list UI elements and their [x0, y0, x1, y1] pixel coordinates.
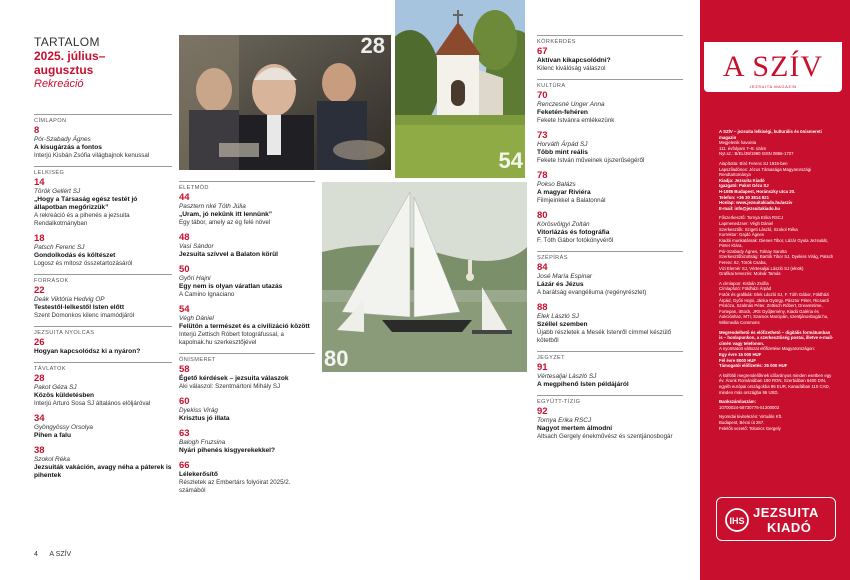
- toc-author: José María Espinar: [537, 273, 593, 280]
- toc-page-number: 50: [179, 264, 190, 275]
- toc-title: Hogyan kapcsolódsz ki a nyáron?: [34, 348, 141, 355]
- toc-column-3: [537, 35, 683, 447]
- toc-title: „Uram, jó nekünk itt lennünk”: [179, 211, 273, 218]
- toc-entry: [179, 461, 315, 495]
- imprint-line: 111. évfolyam 7–8. szám: [719, 145, 767, 151]
- toc-title: Lázár és Jézus: [537, 281, 584, 288]
- toc-entry: [179, 429, 315, 455]
- toc-author: Deák Viktória Hedvig OP: [34, 296, 105, 303]
- toc-title: Jezsuiták vakáción, avagy néha a páterek is pihentek: [34, 464, 172, 479]
- imprint-line: Vizi Elemér SJ, Vértesaljai László SJ (elnök): [719, 265, 804, 271]
- toc-category: FORRÁSOK: [34, 278, 69, 284]
- imprint-line: A SZÍV – jezsuita lelkiségi, kulturális és önismereti magazin: [719, 129, 822, 140]
- toc-title: Lélekerősítő: [179, 471, 218, 478]
- toc-page-number: 8: [34, 125, 40, 136]
- toc-page-number: 44: [179, 192, 190, 203]
- publisher-logo-line1: JEZSUITA: [753, 505, 819, 520]
- imprint-line: Felelős vezető: Tolonics Gergely: [719, 425, 781, 431]
- toc-title: Több mint reális: [537, 149, 588, 156]
- masthead-subtitle: JEZSUITA MAGAZIN: [749, 84, 797, 89]
- toc-page-number: 48: [179, 232, 190, 243]
- toc-entry: [179, 353, 315, 391]
- toc-entry: [34, 274, 172, 320]
- toc-category: KÖRKÉRDÉS: [537, 39, 576, 45]
- toc-page-number: 14: [34, 177, 45, 188]
- imprint-line: Kiadja: Jezsuita Kiadó: [719, 177, 765, 183]
- toc-entry: [34, 414, 172, 440]
- imprint-line: Korrektor: Gajdó Ágnes: [719, 232, 764, 238]
- toc-title: Pihen a falu: [34, 432, 72, 439]
- toc-title: Széllel szemben: [537, 321, 588, 328]
- toc-author: Végh Dániel: [179, 315, 214, 322]
- imprint-line: E-mail: info@jezsuitakiado.hu: [719, 205, 781, 211]
- toc-entry: [34, 234, 172, 268]
- toc-category: ÖNISMERET: [179, 357, 216, 363]
- toc-title: „Hogy a Társaság egész testét jó állapotban megőrizzük”: [34, 196, 138, 211]
- imprint-line: Kiadói munkatársak: Dienes Tibor, Lázár Gyula Jezsuitát, Pinter Klára,: [719, 237, 828, 249]
- photo-sailing: [322, 182, 527, 372]
- photo-page-number-80: 80: [324, 346, 349, 371]
- toc-author: Tornya Erika RSCJ: [537, 417, 592, 424]
- toc-description: Újabb részletek a Mesék Istenről címmel készülő kötetből: [537, 329, 672, 344]
- toc-description: A barátság evangéliuma (regényrészlet): [537, 289, 647, 296]
- toc-title: Vitorlázás és fotográfia: [537, 229, 610, 236]
- toc-author: Vértesaljai László SJ: [537, 373, 597, 380]
- photo-chapel: [395, 0, 525, 178]
- imprint-line: A címlapon: Kisbán Zsófia: [719, 280, 769, 286]
- imprint-line: Megrendelhető és előfizethető – digitális formátumban is – honlapunkon, a szerkesztőség postai, illetve e-mail-címén vagy telefonon.: [719, 329, 834, 346]
- toc-entry: [34, 446, 172, 480]
- toc-entry: [179, 305, 315, 347]
- toc-title: Egy nem is olyan váratlan utazás: [179, 283, 283, 290]
- toc-page-number: 70: [537, 90, 548, 101]
- masthead: [704, 42, 842, 92]
- imprint-line: Alapította: Bíró Ferenc SJ 1915-ben: [719, 160, 788, 166]
- imprint-line: Telefon: +36 30 3814 821: [719, 194, 769, 200]
- imprint-line: Megjelenik havonta: [719, 140, 757, 146]
- toc-title: Égető kérdések – jezsuita válaszok: [179, 375, 289, 382]
- toc-title: Felütön a természet és a civilizáció között: [179, 323, 310, 330]
- toc-page-number: 54: [179, 304, 190, 315]
- toc-category: JEGYZET: [537, 355, 565, 361]
- toc-description: F. Tóth Gábor fotókönyvéről: [537, 237, 614, 244]
- toc-page-number: 88: [537, 302, 548, 313]
- toc-page-number: 18: [34, 233, 45, 244]
- toc-description: Fekete Istvánra emlékezünk: [537, 117, 615, 124]
- toc-title: Jezsuita szívvel a Balaton körül: [179, 251, 278, 258]
- photo-page-number-54: 54: [498, 148, 523, 173]
- toc-page-number: 66: [179, 460, 190, 471]
- publisher-logo-line2: KIADÓ: [767, 520, 812, 535]
- toc-entry: [537, 303, 683, 345]
- toc-entry: [537, 395, 683, 441]
- toc-author: Renczesné Unger Anna: [537, 101, 605, 108]
- imprint-line: Támogatói előfizetés: 25 000 HUF: [719, 363, 788, 369]
- toc-page-number: 84: [537, 262, 548, 273]
- photo-page-number-28: 28: [360, 35, 385, 58]
- toc-author: Elek László SJ: [537, 313, 579, 320]
- toc-entry: [537, 211, 683, 245]
- publisher-logo-icon: [723, 506, 751, 534]
- toc-author: Szokol Réka: [34, 456, 70, 463]
- toc-title: A megpihenő Isten példájáról: [537, 381, 629, 388]
- toc-category: SZÉPÍRÁS: [537, 255, 568, 261]
- toc-category: CÍMLAPON: [34, 118, 67, 124]
- toc-author: Patsch Ferenc SJ: [34, 244, 85, 251]
- toc-entry: [34, 326, 172, 356]
- toc-author: Török Gellért SJ: [34, 188, 81, 195]
- toc-author: Balogh Fruzsina: [179, 439, 226, 446]
- toc-page-number: 60: [179, 396, 190, 407]
- toc-author: Pasztern nké Tóth Júlia: [179, 203, 246, 210]
- toc-author: Győri Hajni: [179, 275, 211, 282]
- toc-title: Nagyot mertem álmodni: [537, 425, 613, 432]
- issue-theme: Rekreáció: [34, 78, 84, 90]
- svg-text:IHS: IHS: [729, 516, 745, 526]
- toc-description: Filmjeinkkel a Balatonnál: [537, 197, 606, 204]
- toc-author: Pokso Balázs: [537, 181, 576, 188]
- toc-page-number: 63: [179, 428, 190, 439]
- toc-author: Pór-Szabady Ágnes: [34, 136, 91, 143]
- toc-column-2: [179, 181, 315, 501]
- imprint-line: Egy évre 15 000 HUF: [719, 351, 762, 357]
- toc-page-number: 38: [34, 445, 45, 456]
- toc-category: LELKISÉG: [34, 170, 65, 176]
- imprint-text: [719, 129, 834, 431]
- imprint-line: A nyomtatott változat előfizetése Magyarországon:: [719, 346, 816, 352]
- publisher-logo: [716, 497, 836, 541]
- toc-description: A rekreáció és a pihenés a jezsuita Rendalkotmányban: [34, 212, 130, 227]
- toc-author: Dyekiss Virág: [179, 407, 218, 414]
- toc-page-number: 78: [537, 170, 548, 181]
- toc-entry: [537, 171, 683, 205]
- toc-title: Nyári pihenés kisgyerekekkel?: [179, 447, 276, 454]
- toc-description: Interjú Kisbán Zsófia világbajnok kenussal: [34, 152, 150, 159]
- toc-author: Vasi Sándor: [179, 243, 214, 250]
- imprint-line: Grafikai tervezés: Molnár Tamás: [719, 271, 781, 277]
- imprint-line: 10700024-68730776-51200002: [719, 404, 780, 410]
- toc-description: Interjú Arturo Sosa SJ általános elöljáróval: [34, 400, 151, 407]
- toc-description: Részletek az Embertárs folyóirat 2025/2. számából: [179, 479, 291, 494]
- toc-title: A kisugárzás a fontos: [34, 144, 102, 151]
- toc-entry: [179, 265, 315, 299]
- toc-entry: [34, 114, 172, 160]
- imprint-line: Budapest, Bécsi út 267.: [719, 419, 765, 425]
- toc-title: Gondolkodás és költészet: [34, 252, 116, 259]
- toc-title: Közös küldetésben: [34, 392, 95, 399]
- toc-description: Szent Domonkos kilenc imamódjáról: [34, 312, 135, 319]
- imprint-line: Igazgató: Pakot Géza SJ: [719, 183, 769, 189]
- imprint-line: Nyomdai kivitelezés: Virtuális Kft.: [719, 414, 783, 420]
- imprint-line: Címlapfotó: Földházi Árpád: [719, 286, 772, 292]
- masthead-title: A SZÍV: [722, 50, 824, 83]
- imprint-line: H-1085 Budapest, Horánszky utca 20.: [719, 188, 796, 194]
- imprint-line: Bankszámlaszám:: [719, 399, 757, 405]
- toc-title: Feketén-fehéren: [537, 109, 588, 116]
- toc-column-1: [34, 114, 172, 486]
- toc-category: ÉLETMÓD: [179, 185, 209, 191]
- page-footer: [34, 551, 71, 558]
- toc-header: [34, 35, 174, 91]
- toc-page-number: 58: [179, 364, 190, 375]
- toc-title: Krisztus jó illata: [179, 415, 230, 422]
- toc-entry: [537, 131, 683, 165]
- imprint-line: Pór-Szabady Ágnes, Tolnay Sarolta: [719, 248, 787, 254]
- imprint-line: Nyt.sz.: B/EL/39/1990 ISSN 0866-1707: [719, 151, 794, 157]
- toc-entry: [34, 166, 172, 228]
- toc-title: Aktívan kikapcsolódni?: [537, 57, 611, 64]
- toc-entry: [179, 233, 315, 259]
- toc-entry: [537, 79, 683, 125]
- photo-interview: [179, 35, 391, 170]
- toc-description: Logosz és mítosz összetartozásáról: [34, 260, 133, 267]
- toc-title: A magyar Riviéra: [537, 189, 591, 196]
- toc-description: Egy tábor, amely az ég felé növel: [179, 219, 271, 226]
- toc-entry: [537, 35, 683, 73]
- footer-magazine-name: A SZÍV: [49, 551, 72, 558]
- toc-page-number: 34: [34, 413, 45, 424]
- toc-entry: [179, 181, 315, 227]
- toc-category: EGYÜTT-TÍZIG: [537, 399, 581, 405]
- imprint-line: Lapszíladónos: Jézus Társasága Magyarországi Rendtartománya: [719, 166, 812, 178]
- toc-description: Fekete István műveinek újszerűségéről: [537, 157, 645, 164]
- toc-page-number: 22: [34, 285, 45, 296]
- imprint-line: A külföldi megrendelőknek időarányos minden esetben egy év. Árunk Romániában 190 RON, Szerbiában 6400 DIN, egyéb európai országokba 86 EUR, Kanadában 110 CAD, minden más országba 95 USD.: [719, 372, 832, 395]
- toc-category: TÁVLATOK: [34, 366, 66, 372]
- imprint-line: Szerkesztőbizottság: Bartók Tibor SJ, Dyekiss Virág, Patsch Ferenc SJ, Török Csaba,: [719, 254, 834, 266]
- toc-author: Körösvölgyi Zoltán: [537, 221, 590, 228]
- imprint-line: Honlap: www.jezsuitakiado.hu/asziv: [719, 200, 793, 206]
- toc-description: Altsach Gergely énekművész és szentjánosbogár: [537, 433, 673, 440]
- toc-page-number: 92: [537, 406, 548, 417]
- toc-page-number: 67: [537, 46, 548, 57]
- toc-category: JEZSUITA NYOLCAS: [34, 330, 95, 336]
- toc-entry: [179, 397, 315, 423]
- toc-entry: [537, 351, 683, 389]
- toc-description: Aki válaszol: Szentmártoni Mihály SJ: [179, 383, 281, 390]
- toc-category: KULTÚRA: [537, 83, 566, 89]
- toc-title: Testestől-lelkestől Isten előtt: [34, 304, 125, 311]
- imprint-line: Szerkesztők: Szigeti László, Szokol Réka: [719, 226, 798, 232]
- toc-page-number: 73: [537, 130, 548, 141]
- toc-description: Kilenc kiválóság válaszol: [537, 65, 606, 72]
- toc-page-number: 91: [537, 362, 548, 373]
- toc-entry: [537, 251, 683, 297]
- toc-author: Gyöngyössy Orsolya: [34, 424, 93, 431]
- toc-page-number: 28: [34, 373, 45, 384]
- toc-description: Interjú Zettisch Róbert fotográfussal, a kapolnak.hu szerkesztőjével: [179, 331, 284, 346]
- toc-description: A Camino Ignaciano: [179, 291, 235, 298]
- toc-page-number: 80: [537, 210, 548, 221]
- imprint-line: Főszerkesztő: Tornya Erika RSCJ: [719, 215, 784, 221]
- issue-date: 2025. július–augusztus: [34, 49, 106, 77]
- toc-entry: [34, 362, 172, 408]
- toc-author: Pakot Géza SJ: [34, 384, 77, 391]
- imprint-line: Lapmenedzser: Végh Dániel: [719, 220, 774, 226]
- imprint-line: Fél évre 8000 HUF: [719, 357, 757, 363]
- toc-author: Horváth Árpád SJ: [537, 141, 588, 148]
- footer-page-number: 4: [34, 551, 38, 558]
- imprint-line: Fotók és grafikák: Elek László SJ, F. Tóth Gábor, Földházi Árpád, Győri Hajni, Jánka György, Pásztor Péter, Ricsardi Prislóza, Szalmás Péter, Zettisch Róbert, Dreamstime, Fortepan, iStock, JRS Gyűjtemény, Kiadó Galéria és Aukcióshaz, MTI, Szamos Marcipán, szentjánosbogár.hu, Wikimedia Commons: [719, 292, 830, 325]
- toc-heading: TARTALOM: [34, 35, 100, 49]
- toc-page-number: 26: [34, 337, 45, 348]
